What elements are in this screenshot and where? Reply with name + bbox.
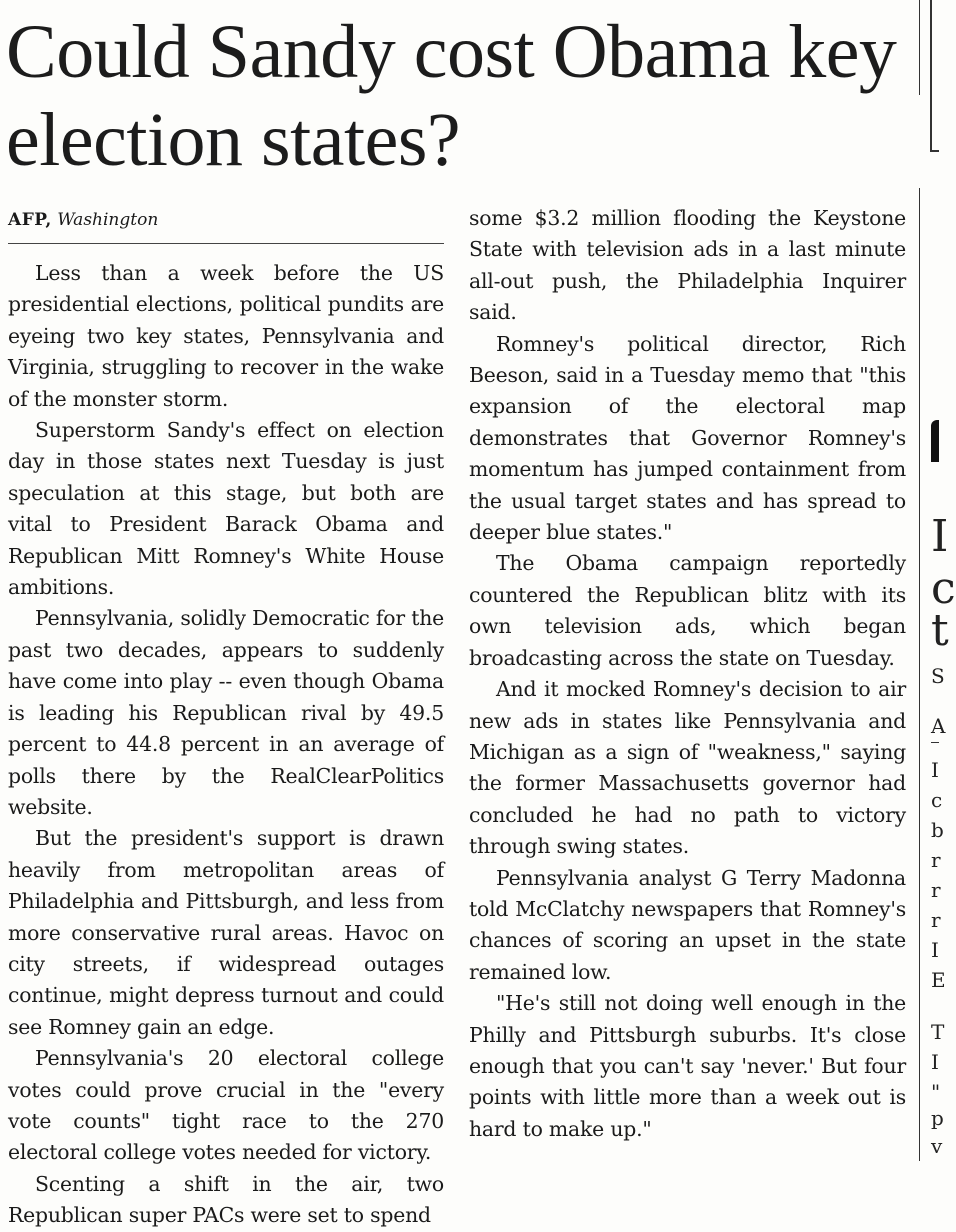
adjacent-text-fragment: p — [931, 1106, 944, 1130]
paragraph: But the president's support is drawn heavily from metropolitan areas of Philadelphia and Pittsburgh, and less from more conservative rural areas. Havoc on city streets, if widespread outages continue, might depress turnout and could see Romney gain an edge. — [8, 826, 444, 1039]
paragraph: Less than a week before the US presidential elections, political pundits are eyeing two key states, Pennsylvania and Virginia, struggling to recover in the wake of the monster storm. — [8, 261, 444, 411]
adjacent-text-fragment: c — [931, 788, 943, 812]
paragraph: Scenting a shift in the air, two Republican super PACs were set to spend — [8, 1171, 444, 1228]
paragraph: Superstorm Sandy's effect on election day in those states next Tuesday is just speculation at this stage, but both are vital to President Barack Obama and Republican Mitt Romney's White House ambitions. — [8, 418, 444, 600]
paragraph: Pennsylvania, solidly Democratic for the past two decades, appears to suddenly have come into play -- even though Obama is leading his Republican rival by 49.5 percent to 44.8 percent in an average of polls there by the RealClearPolitics website. — [8, 606, 444, 819]
adjacent-page-frame — [930, 0, 939, 152]
byline-location: Washington — [57, 210, 159, 230]
adjacent-text-fragment: I — [931, 1050, 939, 1074]
byline-agency: AFP, — [8, 210, 52, 230]
adjacent-text-fragment: r — [931, 878, 941, 902]
adjacent-photo-edge — [931, 420, 939, 462]
paragraph: Romney's political director, Rich Beeson, said in a Tuesday memo that "this expansion of the electoral map demonstrates that Governor Romney's momentum has jumped containment from the usual target states and has spread to deeper blue states." — [469, 331, 906, 545]
paragraph: The Obama campaign reportedly countered the Republican blitz with its own television ads, which began broadcasting across the state on Tuesday. — [469, 551, 906, 670]
paragraph: Pennsylvania analyst G Terry Madonna told McClatchy newspapers that Romney's chances of scoring an upset in the state remained low. — [469, 865, 906, 984]
adjacent-byline-fragment: A — [931, 714, 946, 738]
adjacent-text-fragment: r — [931, 908, 941, 932]
paragraph: "He's still not doing well enough in the Philly and Pittsburgh suburbs. It's close enough that you can't say 'never.' But four points with little more than a week out is hard to make up." — [469, 991, 906, 1141]
column-divider — [919, 0, 920, 95]
paragraph: some $3.2 million flooding the Keystone State with television ads in a last minute all-out push, the Philadelphia Inquirer said. — [469, 206, 906, 325]
adjacent-text-fragment: I — [931, 758, 939, 782]
article-column-two — [469, 203, 906, 1145]
adjacent-headline-fragment: t — [931, 605, 949, 656]
adjacent-subhead-fragment: S — [931, 664, 945, 688]
adjacent-text-fragment: T — [931, 1020, 945, 1044]
adjacent-text-fragment: " — [931, 1080, 941, 1104]
adjacent-text-fragment: E — [931, 968, 946, 992]
adjacent-rule — [931, 742, 939, 743]
adjacent-text-fragment: r — [931, 848, 941, 872]
adjacent-headline-fragment: I — [931, 511, 949, 562]
byline — [8, 208, 444, 232]
column-divider — [919, 188, 920, 1161]
byline-rule — [8, 243, 444, 244]
adjacent-text-fragment: b — [931, 818, 944, 842]
paragraph: Pennsylvania's 20 electoral college votes could prove crucial in the "every vote counts" tight race to the 270 electoral college votes needed for victory. — [8, 1046, 444, 1165]
adjacent-headline-fragment: c — [931, 563, 956, 614]
paragraph: And it mocked Romney's decision to air new ads in states like Pennsylvania and Michigan as a sign of "weakness," saying the former Massachusetts governor had concluded he had no path to victory through swing states. — [469, 677, 906, 859]
headline: Could Sandy cost Obama key election states? — [6, 10, 897, 182]
adjacent-text-fragment: v — [931, 1134, 943, 1158]
article-column-one — [8, 258, 444, 1232]
adjacent-text-fragment: I — [931, 938, 939, 962]
